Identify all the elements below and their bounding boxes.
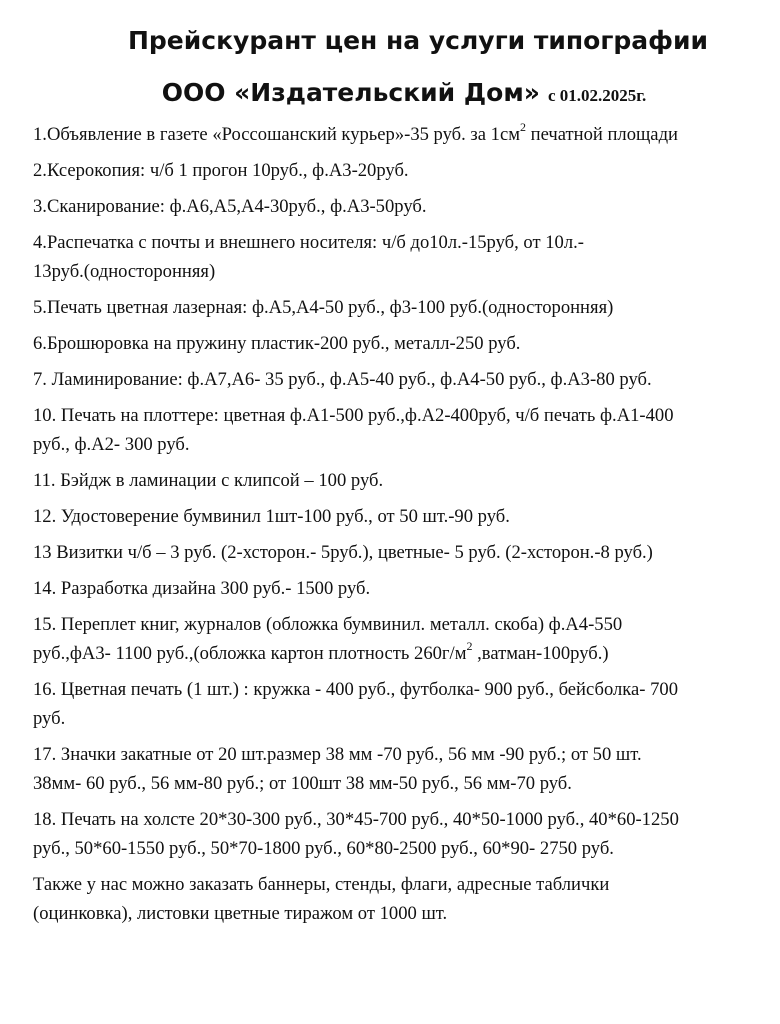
item-text: ,ватман-100руб.): [472, 643, 609, 664]
item-text: 6.Брошюровка на пружину пластик-200 руб., металл-250 руб.: [33, 333, 521, 354]
item-text: 2.Ксерокопия: ч/б 1 прогон 10руб., ф.А3-20руб.: [33, 160, 409, 181]
item-line: 16. Цветная печать (1 шт.) : кружка - 400 руб., футболка- 900 руб., бейсболка- 700: [33, 679, 679, 700]
item-line: Также у нас можно заказать баннеры, стенды, флаги, адресные таблички: [33, 874, 610, 895]
item-text: 14. Разработка дизайна 300 руб.- 1500 руб.: [33, 578, 371, 599]
price-item-1: [33, 120, 768, 149]
superscript: 2: [466, 639, 473, 653]
item-line: 18. Печать на холсте 20*30-300 руб., 30*45-700 руб., 40*50-1000 руб., 40*60-1250: [33, 809, 679, 830]
price-item-16: [33, 675, 768, 733]
item-line: 15. Переплет книг, журналов (обложка бумвинил. металл. скоба) ф.А4-550: [33, 614, 623, 635]
price-item-17: [33, 740, 768, 798]
item-line: [33, 639, 768, 668]
item-line: 17. Значки закатные от 20 шт.размер 38 мм -70 руб., 56 мм -90 руб.; от 50 шт.: [33, 744, 642, 765]
price-item-14: [33, 574, 768, 603]
item-line: 4.Распечатка с почты и внешнего носителя: ч/б до10л.-15руб, от 10л.-: [33, 232, 584, 253]
item-text: 13 Визитки ч/б – 3 руб. (2-хсторон.- 5руб.), цветные- 5 руб. (2-хсторон.-8 руб.): [33, 542, 653, 563]
effective-date: с 01.02.2025г.: [547, 86, 647, 105]
item-text: 7. Ламинирование: ф.А7,А6- 35 руб., ф.А5-40 руб., ф.А4-50 руб., ф.А3-80 руб.: [33, 369, 652, 390]
item-line: (оцинковка), листовки цветные тиражом от 1000 шт.: [33, 903, 448, 924]
item-text: 3.Сканирование: ф.А6,А5,А4-30руб., ф.А3-50руб.: [33, 196, 427, 217]
item-line: руб., ф.А2- 300 руб.: [33, 434, 190, 455]
price-item-2: [33, 156, 768, 185]
price-item-3: [33, 192, 768, 221]
item-text: 5.Печать цветная лазерная: ф.А5,А4-50 руб., ф3-100 руб.(односторонняя): [33, 297, 614, 318]
price-item-4: [33, 228, 768, 286]
item-text: 11. Бэйдж в ламинации с клипсой – 100 руб.: [33, 470, 384, 491]
title-line-1: Прейскурант цен на услуги типографии: [127, 26, 709, 55]
price-item-11: [33, 466, 768, 495]
price-items-list: [33, 120, 768, 935]
item-text: 12. Удостоверение бумвинил 1шт-100 руб., от 50 шт.-90 руб.: [33, 506, 510, 527]
price-item-6: [33, 329, 768, 358]
page-title: [28, 26, 780, 55]
price-item-10: [33, 401, 768, 459]
price-item-5: [33, 293, 768, 322]
item-line: 13руб.(односторонняя): [33, 261, 216, 282]
item-text: 1.Объявление в газете «Россошанский курьер»-35 руб. за 1см: [33, 124, 520, 145]
price-item-7: [33, 365, 768, 394]
item-line: 38мм- 60 руб., 56 мм-80 руб.; от 100шт 38 мм-50 руб., 56 мм-70 руб.: [33, 773, 572, 794]
item-line: руб.: [33, 708, 66, 729]
item-line: руб., 50*60-1550 руб., 50*70-1800 руб., 60*80-2500 руб., 60*90- 2750 руб.: [33, 838, 614, 859]
price-item-15: [33, 610, 768, 668]
price-item-18: [33, 805, 768, 863]
superscript: 2: [519, 120, 526, 134]
item-line: 10. Печать на плоттере: цветная ф.А1-500 руб.,ф.А2-400руб, ч/б печать ф.А1-400: [33, 405, 674, 426]
item-text: печатной площади: [525, 124, 678, 145]
price-item-13: [33, 538, 768, 567]
item-text: руб.,фА3- 1100 руб.,(обложка картон плотность 260г/м: [33, 643, 467, 664]
company-name: ООО «Издательский Дом»: [161, 78, 540, 107]
price-item-12: [33, 502, 768, 531]
additional-services-note: [33, 870, 768, 928]
company-title: [14, 78, 780, 107]
